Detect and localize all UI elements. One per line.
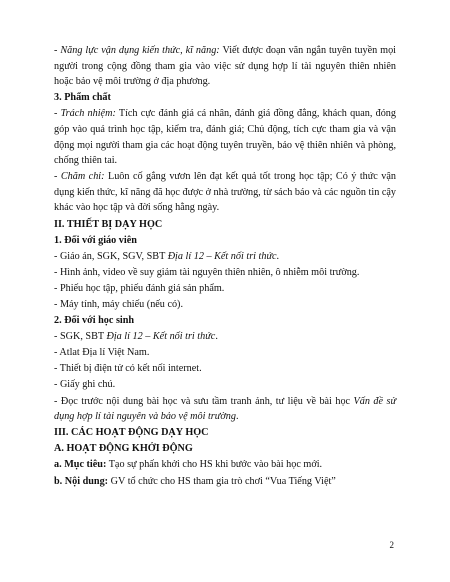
list-item: - Máy tính, máy chiếu (nếu có).	[54, 299, 184, 310]
text-run: Địa lí 12 – Kết nối tri thức	[167, 250, 277, 262]
list-item: - Thiết bị điện tử có kết nối internet.	[54, 363, 202, 375]
text-run: - SGK, SBT	[54, 331, 107, 343]
text-run: a. Mục tiêu:	[54, 459, 107, 471]
page-number: 2	[389, 540, 394, 550]
list-item	[54, 249, 396, 265]
paragraph-competency	[54, 43, 396, 90]
text-run: Luôn cố gắng vươn lên đạt kết quả tốt trong học tập; Có ý thức vận dụng kiến thức, kĩ năng đã học được ở nhà trường, từ sách báo và các nguồn tin cậy khác vào học tập và đời sống hằng ngày.	[54, 171, 396, 214]
list-item: - Hình ảnh, video về suy giảm tài nguyên thiên nhiên, ô nhiễm môi trường.	[54, 266, 360, 278]
text-run: Tạo sự phấn khởi cho HS khi bước vào bài học mới.	[106, 459, 323, 471]
list-item	[54, 394, 396, 425]
paragraph-muc-tieu	[54, 457, 396, 473]
text-run: - Trách nhiệm:	[54, 108, 116, 120]
text-run: - Chăm chỉ:	[54, 171, 105, 183]
text-run: Địa lí 12 – Kết nối tri thức	[106, 331, 216, 343]
text-run: .	[276, 250, 280, 262]
text-run: - Năng lực vận dụng kiến thức, kĩ năng:	[54, 45, 220, 56]
text-run: Viết được đoạn văn ngắn tuyên tuyền mọi người trong cộng đồng tham gia vào việc sử dụng hợp lí tài nguyên thiên nhiên hoặc bảo vệ môi trường ở địa phương.	[54, 45, 396, 88]
list-item: - Atlat Địa lí Việt Nam.	[54, 347, 150, 359]
heading-pham-chat: 3. Phẩm chất	[54, 92, 111, 104]
heading-giao-vien: 1. Đối với giáo viên	[54, 234, 137, 246]
list-item	[54, 329, 396, 345]
list-item: - Giấy ghi chú.	[54, 379, 116, 391]
paragraph-cham-chi	[54, 169, 396, 216]
text-run: b. Nội dung:	[54, 475, 109, 487]
text-run: .	[215, 331, 218, 343]
text-run: - Giáo án, SGK, SGV, SBT	[54, 250, 168, 262]
text-run: Vấn đề sử dụng hợp lí tài nguyên và bảo vệ môi trường	[54, 395, 397, 423]
heading-khoi-dong: A. HOẠT ĐỘNG KHỞI ĐỘNG	[54, 443, 193, 455]
text-run: Tích cực đánh giá cá nhân, đánh giá đồng đẳng, khách quan, đóng góp vào quá trình học tập, kiểm tra, đánh giá; Chủ động, tích cực tham gia và vận động mọi người tham gia các hoạt động tuyên truyền, bảo vệ thiên nhiên và phòng, chống thiên tai.	[54, 108, 396, 167]
heading-hoat-dong: III. CÁC HOẠT ĐỘNG DẠY HỌC	[54, 427, 209, 439]
document-body	[54, 43, 396, 490]
heading-thiet-bi: II. THIẾT BỊ DẠY HỌC	[54, 218, 163, 230]
list-item: - Phiếu học tập, phiếu đánh giá sản phẩm.	[54, 282, 225, 294]
text-run: - Đọc trước nội dung bài học và sưu tầm tranh ảnh, tư liệu về bài học	[54, 395, 354, 407]
paragraph-noi-dung	[54, 474, 396, 490]
text-run: GV tổ chức cho HS tham gia trò chơi “Vua Tiếng Việt”	[108, 475, 336, 487]
text-run: .	[235, 411, 239, 423]
paragraph-trach-nhiem	[54, 106, 396, 168]
heading-hoc-sinh: 2. Đối với học sinh	[54, 315, 135, 327]
